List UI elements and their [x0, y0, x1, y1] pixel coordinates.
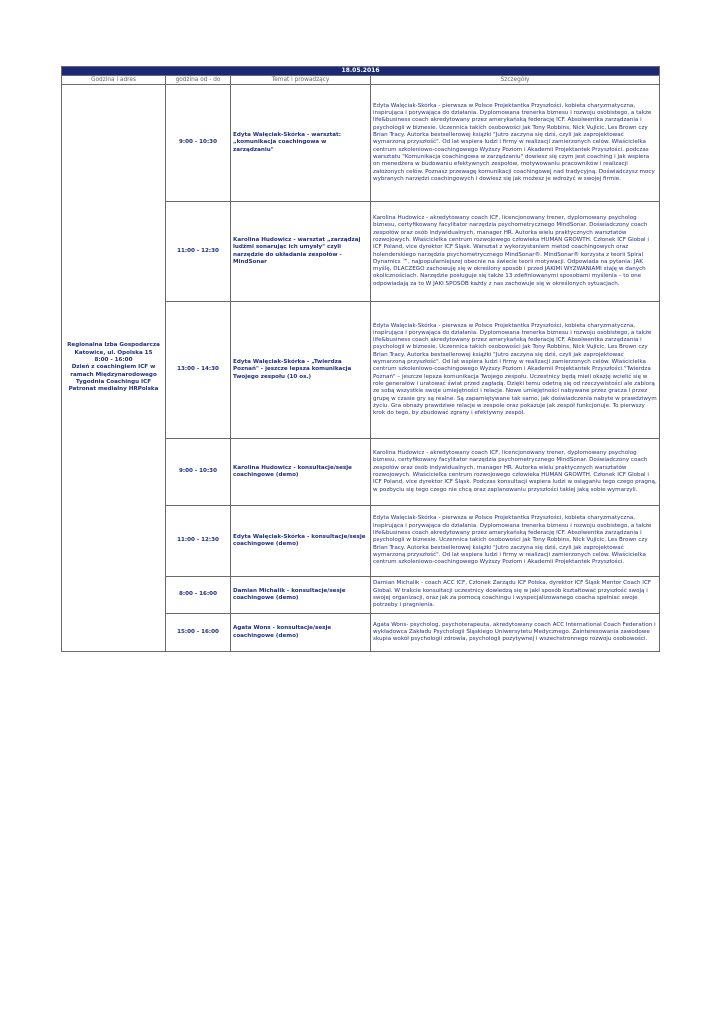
- session-topic: Agata Wons - konsultacje/sesje coachingowe (demo): [231, 614, 371, 652]
- place-line: Patronat medialny HRPolska: [68, 386, 159, 393]
- place-line: Katowice, ul. Opolska 15: [74, 349, 153, 356]
- session-topic: Edyta Walęciak-Skórka - warsztat: „komunikacja coachingowa w zarządzaniu": [231, 85, 371, 202]
- header-place: Godzina i adres: [62, 76, 166, 85]
- place-line: Dzień z coachingiem ICF w: [71, 364, 156, 371]
- schedule-table: [61, 66, 660, 652]
- place-line: 8:00 - 16:00: [94, 357, 133, 364]
- session-topic: Damian Michalik - konsultacje/sesje coachingowe (demo): [231, 577, 371, 614]
- session-topic: Karolina Hudowicz - konsultacje/sesje coachingowe (demo): [231, 439, 371, 506]
- session-time: 13:00 - 14:30: [166, 302, 231, 439]
- session-time: 15:00 - 16:00: [166, 614, 231, 652]
- session-time: 8:00 - 16:00: [166, 577, 231, 614]
- header-details: Szczegóły: [371, 76, 660, 85]
- header-topic: Temat i prowadzący: [231, 76, 371, 85]
- column-header-row: [62, 76, 660, 85]
- schedule-date: 18.05.2016: [62, 67, 660, 76]
- session-details: Edyta Walęciak-Skórka - pierwsza w Polsce Projektantka Przyszłości, kobieta charyzmatyczna, inspirująca i porywająca do działania. Dyplomowana trenerka biznesu i rozwoju osobistego, a także life&business coach akredytowany przez amerykańską federację ICF. Absolwentka zarządzania i psychologii w biznesie. Uczennica takich osobowości jak Tony Robbins, Nick Vujicic, Les Brown czy Brian Tracy. Autorka bestsellerowej książki "Jutro zaczyna się dziś, czyli jak zaprojektować wymarzoną przyszłość". Od lat wspiera ludzi i firmy w realizacji zamierzonych celów. Właścicielka centrum szkoleniowo-coachingowego Wyższy Poziom i Akademii Projektantek Przyszłości."Twierdza Poznań" – jeszcze lepsza komunikacja Twojego zespołu. Uczestnicy będą mieli okazję wcielić się w role generałów i uratować świat przed zagładą. Dzięki temu odetną się od rzeczywistości ale zabiorą ze sobą wszystkie swoje umiejętności i relacje. Nowe umiejętności nabywane przez gracza i przez grupę w czasie gry są realne. Są zapamiętywane tak samo, jak doświadczenia nabyte w prawdziwym życiu. Gra obnaży prawdziwe relacje w zespole oraz pokazuje jak zespół funkcjonuje. To pierwszy krok do tego, by zbudować zgrany i efektywny zespół.: [371, 302, 660, 439]
- place-line: Regionalna Izba Gospodarcza: [67, 342, 160, 349]
- session-time: 9:00 - 10:30: [166, 439, 231, 506]
- session-details: Karolina Hudowicz - akredytowany coach ICF, licencjonowany trener, dyplomowany psycholog biznesu, certyfikowany facylitator narzędzia psychometrycznego MindSonar. Doświadczony coach zespołów oraz osób indywidualnych, manager HR. Autorka wielu praktycznych warsztatów rozwojowych. Właścicielka centrum rozwojowego człowieka HUMAN GROWTH. Członek ICF Global i ICF Poland, vice dyrektor ICF Śląsk. Podczas konsultacji wspiera ludzi w osiąganiu tego czego pragną, w pozbyciu się tego czego nie chcą oraz zaplanowaniu przyszłości takiej jaką sobie wymarzyli.: [371, 439, 660, 506]
- session-details: Edyta Walęciak-Skórka - pierwsza w Polsce Projektantka Przyszłości, kobieta charyzmatyczna, inspirująca i porywająca do działania. Dyplomowana trenerka biznesu i rozwoju osobistego, a także life&business coach akredytowany przez amerykańską federację ICF. Absolwentka zarządzania i psychologii w biznesie. Uczennica takich osobowości jak Tony Robbins, Nick Vujicic, Les Brown czy Brian Tracy. Autorka bestsellerowej książki "Jutro zaczyna się dziś, czyli jak zaprojektować wymarzoną przyszłość". Od lat wspiera ludzi i firmy w realizacji zamierzonych celów. Właścicielka centrum szkoleniowo-coachingowego Wyższy Poziom i Akademii Projektantek Przyszłości.: [371, 506, 660, 577]
- session-details: Agata Wons- psycholog, psychoterapeuta, akredytowany coach ACC International Coach Federation i wykładowca Zakładu Psychologii Śląskiego Uniwersytetu Medycznego. Zainteresowania zawodowe skupia wokół psychologii zdrowia, psychologii pozytywnej i wszechstronnego rozwoju osobowości.: [371, 614, 660, 652]
- header-time: godzina od - do: [166, 76, 231, 85]
- session-time: 11:00 - 12:30: [166, 202, 231, 302]
- date-header-row: [62, 67, 660, 76]
- table-row: [62, 85, 660, 202]
- session-details: Edyta Walęciak-Skórka - pierwsza w Polsce Projektantka Przyszłości, kobieta charyzmatyczna, inspirująca i porywająca do działania. Dyplomowana trenerka biznesu i rozwoju osobistego, a także life&business coach akredytowany przez amerykańską federację ICF. Absolwentka zarządzania i psychologii w biznesie. Uczennica takich osobowości jak Tony Robbins, Nick Vujicic, Les Brown czy Brian Tracy. Autorka bestsellerowej książki "Jutro zaczyna się dziś, czyli jak zaprojektować wymarzoną przyszłość". Od lat wspiera ludzi i firmy w realizacji zamierzonych celów. Właścicielka centrum szkoleniowo-coachingowego Wyższy Poziom i Akademii Projektantek Przyszłości. podczas warsztatu "Komunikacja coachingowa w zarządzaniu" dowiesz się czym jest coaching i jak wspiera on menedżera w budowaniu efektywnych zespołów, motywowaniu pracowników i realizacji założonych celów. Poznasz przewagę komunikacji coachingowej nad tradycyjną. Doświadczysz mocy wybranych narzędzi coachingowych i dowiesz się jak możesz je wdrożyć w swojej firmie.: [371, 85, 660, 202]
- place-line: Tygodnia Coachingu ICF: [75, 378, 152, 385]
- session-time: 11:00 - 12:30: [166, 506, 231, 577]
- place-line: ramach Międzynarodowego: [70, 371, 157, 378]
- event-place-cell: [62, 85, 166, 652]
- session-topic: Edyta Walęciak-Skórka - „Twierdza Poznań" - jeszcze lepsza komunikacja Twojego zespołu (10 os.): [231, 302, 371, 439]
- session-topic: Karolina Hudowicz - warsztat „zarządzaj ludźmi sonarując ich umysły" czyli narzędzie do układania zespołów - MindSonar: [231, 202, 371, 302]
- session-topic: Edyta Walęciak-Skórka - konsultacje/sesje coachingowe (demo): [231, 506, 371, 577]
- session-time: 9:00 - 10:30: [166, 85, 231, 202]
- session-details: Karolina Hudowicz - akredytowany coach ICF, licencjonowany trener, dyplomowany psycholog biznesu, certyfikowany facylitator narzędzia psychometrycznego MindSonar. Doświadczony coach zespołów oraz osób indywidualnych, manager HR. Autorka wielu praktycznych warsztatów rozwojowych. Właścicielka centrum rozwojowego człowieka HUMAN GROWTH. Członek ICF Global i ICF Poland, vice dyrektor ICF Śląsk. Warsztat z wykorzystaniem metod coachingowych oraz holenderskiego narzędzia psychometrycznego MindSonar®. MindSonar® korzysta z teorii Spiral Dynamics ™, najpopularniejszej obecnie na świecie teorii motywacji. Odpowiada na pytania: JAK myślę, DLACZEGO zachowuję się w określony sposób i przed JAKIMI WYZWANIAMI staję w danych okolicznościach. Narzędzie posługuje się także 13 zdefiniowanymi sposobami myślenia – to one odpowiadają za to W JAKI SPOSÓB każdy z nas zachowuje się w określonych sytuacjach.: [371, 202, 660, 302]
- session-details: Damian Michalik - coach ACC ICF, Członek Zarządu ICF Polska, dyrektor ICF Śląsk Mentor Coach ICF Global. W trakcie konsultacji uczestnicy dowiedzą się w jaki sposób kształtować przyszłość swoją i swojej organizacji, oraz jak za pomocą coachingu i wyspecjalizowanego coacha spełniać swoje potrzeby i pragnienia.: [371, 577, 660, 614]
